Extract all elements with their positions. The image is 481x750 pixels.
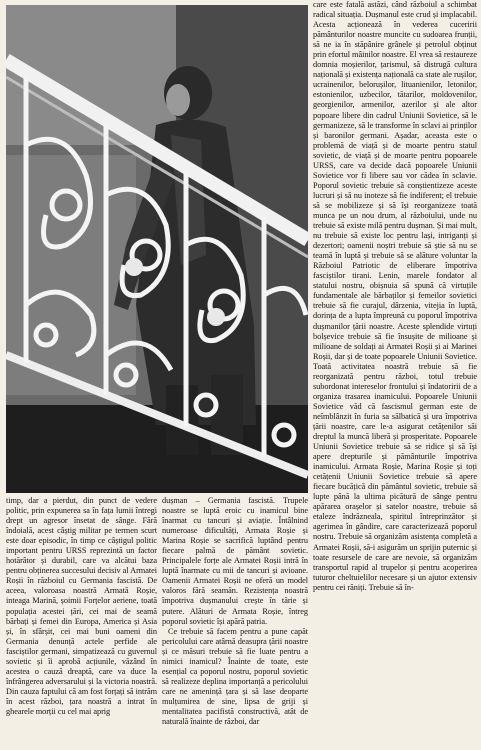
article-column-right: [313, 0, 477, 593]
paragraph: care este fatală astăzi, când războiul a schimbat radical situația. Dușmanul este crud și implacabil. Acesta acționează în vederea cuceririi pământurilor noastre muncite cu sudoarea frunții, să ne ia în stăpânire grânele și petrolul obținut prin efortul mâinilor noastre. El vrea să restaureze domnia moșierilor, țarismul, să distrugă cultura națională și existența națională ca state ale rușilor, ucrainenilor, belorușilor, lituanienilor, letonilor, estonienilor, uzbecilor, tătarilor, moldovenilor, georgienilor, armenilor, azerilor și ale altor popoare libere din cadrul Uniunii Sovietice, să le germanizeze, să le transforme în sclavi ai prinților și baronilor germani. Așadar, aceasta este o problemă de viață și de moarte pentru statul sovietic, de viață și de moarte pentru popoarele URSS, care va decide dacă popoarele Uniunii Sovietice vor fi libere sau vor cădea în sclavie. Poporul sovietic trebuie să conștientizeze aceste lucruri și să nu inoteze să fie indiferent; el trebuie să se mobilizeze și să își reorganizeze toată munca pe un nou drum, al războiului, unde nu trebuie să existe milă pentru dușman. Și mai mult, nu trebuie să existe loc pentru lași, intriganți și dezertori; oamenii noștri trebuie să știe să nu se teamă în luptă și trebuie să se alăture voluntar la Războiul Patriotic de eliberare împotriva fasciștilor tirani. Lenin, marele fondator al statului nostru, obișnuia să spună că virtuțile fundamentale ale bărbaților și femeilor sovietici trebuie să fie curajul, dârzenia, vitejia în luptă, dorința de a lupta împreună cu poporul împotriva dușmanilor țării noastre. Aceste splendide virtuți bolșevice trebuie să fie însușite de milioane și milioane de soldați ai Armatei Roșii și ai Marinei Roșii, dar și de toate popoarele Uniunii Sovietice. Toată activitatea noastră trebuie să fie reorganizată pentru război, totul trebuie subordonat intereselor frontului și îndatoririi de a organiza trasarea inamicului. Popoarele Uniunii Sovietice văd că fascismul german este de neîmblânzit în furia sa sălbatică și ura împotriva țării noastre, care le-a asigurat cetățenilor săi dreptul la muncă liberă și prosperitate. Popoarele Uniunii Sovietice trebuie să se ridice și să își apere drepturile și pământurile împotriva inamicului. Armata Roșie, Marina Roșie și toți cetățenii Uniunii Sovietice trebuie să apere fiecare bucățică din pământul sovietic, trebuie să lupte până la ultima picătură de sânge pentru apărarea orașelor și satelor noastre, trebuie să etaleze îndrăzneala, spiritul întreprinzător și agerimea în gândire, care caracterizează poporul nostru. Trebuie să organizăm asistența completă a Armatei Roșii, să-i asigurăm un sprijin puternic și toate resursele de care are nevoie, să organizăm transportul rapid al trupelor și pentru acoperirea tuturor cheltuielilor necesare și un ajutor extensiv pentru cei răniți. Trebuie să în-: [313, 0, 477, 592]
paragraph: timp, dar a pierdut, din punct de vedere politic, prin expunerea sa în fața lumii întregi drept un agresor însetat de sânge. Fără îndoială, acest câștig militar pe termen scurt este doar episodic, în timp ce câștigul politic important pentru URSS reprezintă un factor hotărâtor și durabil, care va alcătui baza pentru obținerea succesului decisiv al Armatei Roșii în războiul cu Germania fascistă. De aceea, valoroasa noastră Armată Roșie, inteaga Marină, șoimii Forțelor aeriene, toată populația acestei țări, cei mai de seamă bărbați și femei din Europa, America și Asia și, în sfârșit, cei mai buni oameni din Germania denunță actele perfide ale fasciștilor germani, simpatizează cu guvernul sovietic și îi aprobă acțiunile, văzând în acestea o cauză dreaptă, care va duce la înfrângerea adversarului și la victoria noastră. Din cauza faptului că am fost forțați să intrăm în acest război, țara noastră a intrat în ghearele morții cu cel mai aprig: [6, 496, 157, 716]
paragraph: dușman – Germania fascistă. Trupele noastre se luptă eroic cu inamicul bine înarmat cu tancuri și aviație. Întâlnind numeroase dificultăți, Armata Roșie și Marina Roșie se sacrifică luptând pentru fiecare palmă de pământ sovietic. Principalele forțe ale Armatei Roșii intră în luptă înarmate cu mii de tancuri și avioane. Oamenii Armatei Roșii ne oferă un model valoros fără seamăn. Rezistența noastră împotriva dușmanului crește în tărie și putere. Alături de Armata Roșie, întreg poporul sovietic își apără patria.: [162, 496, 308, 626]
staircase-photo-icon: [6, 5, 308, 493]
photograph: [6, 5, 308, 493]
paragraph: Ce trebuie să facem pentru a pune capăt pericolului care atârnă deasupra țării noastre și ce măsuri trebuie să fie luate pentru a nimici inamicul? Înainte de toate, este esențial ca poporul nostru, poporul sovietic să realizeze deplina importanță a pericolului care ne amenință țara și să lase deoparte mulțumirea de sine, lipsa de griji și mentalitatea pacifistă constructivă, atât de naturală înainte de război, dar: [162, 626, 308, 727]
article-column-bottom-middle: [162, 496, 308, 727]
article-column-bottom-left: [6, 496, 157, 717]
